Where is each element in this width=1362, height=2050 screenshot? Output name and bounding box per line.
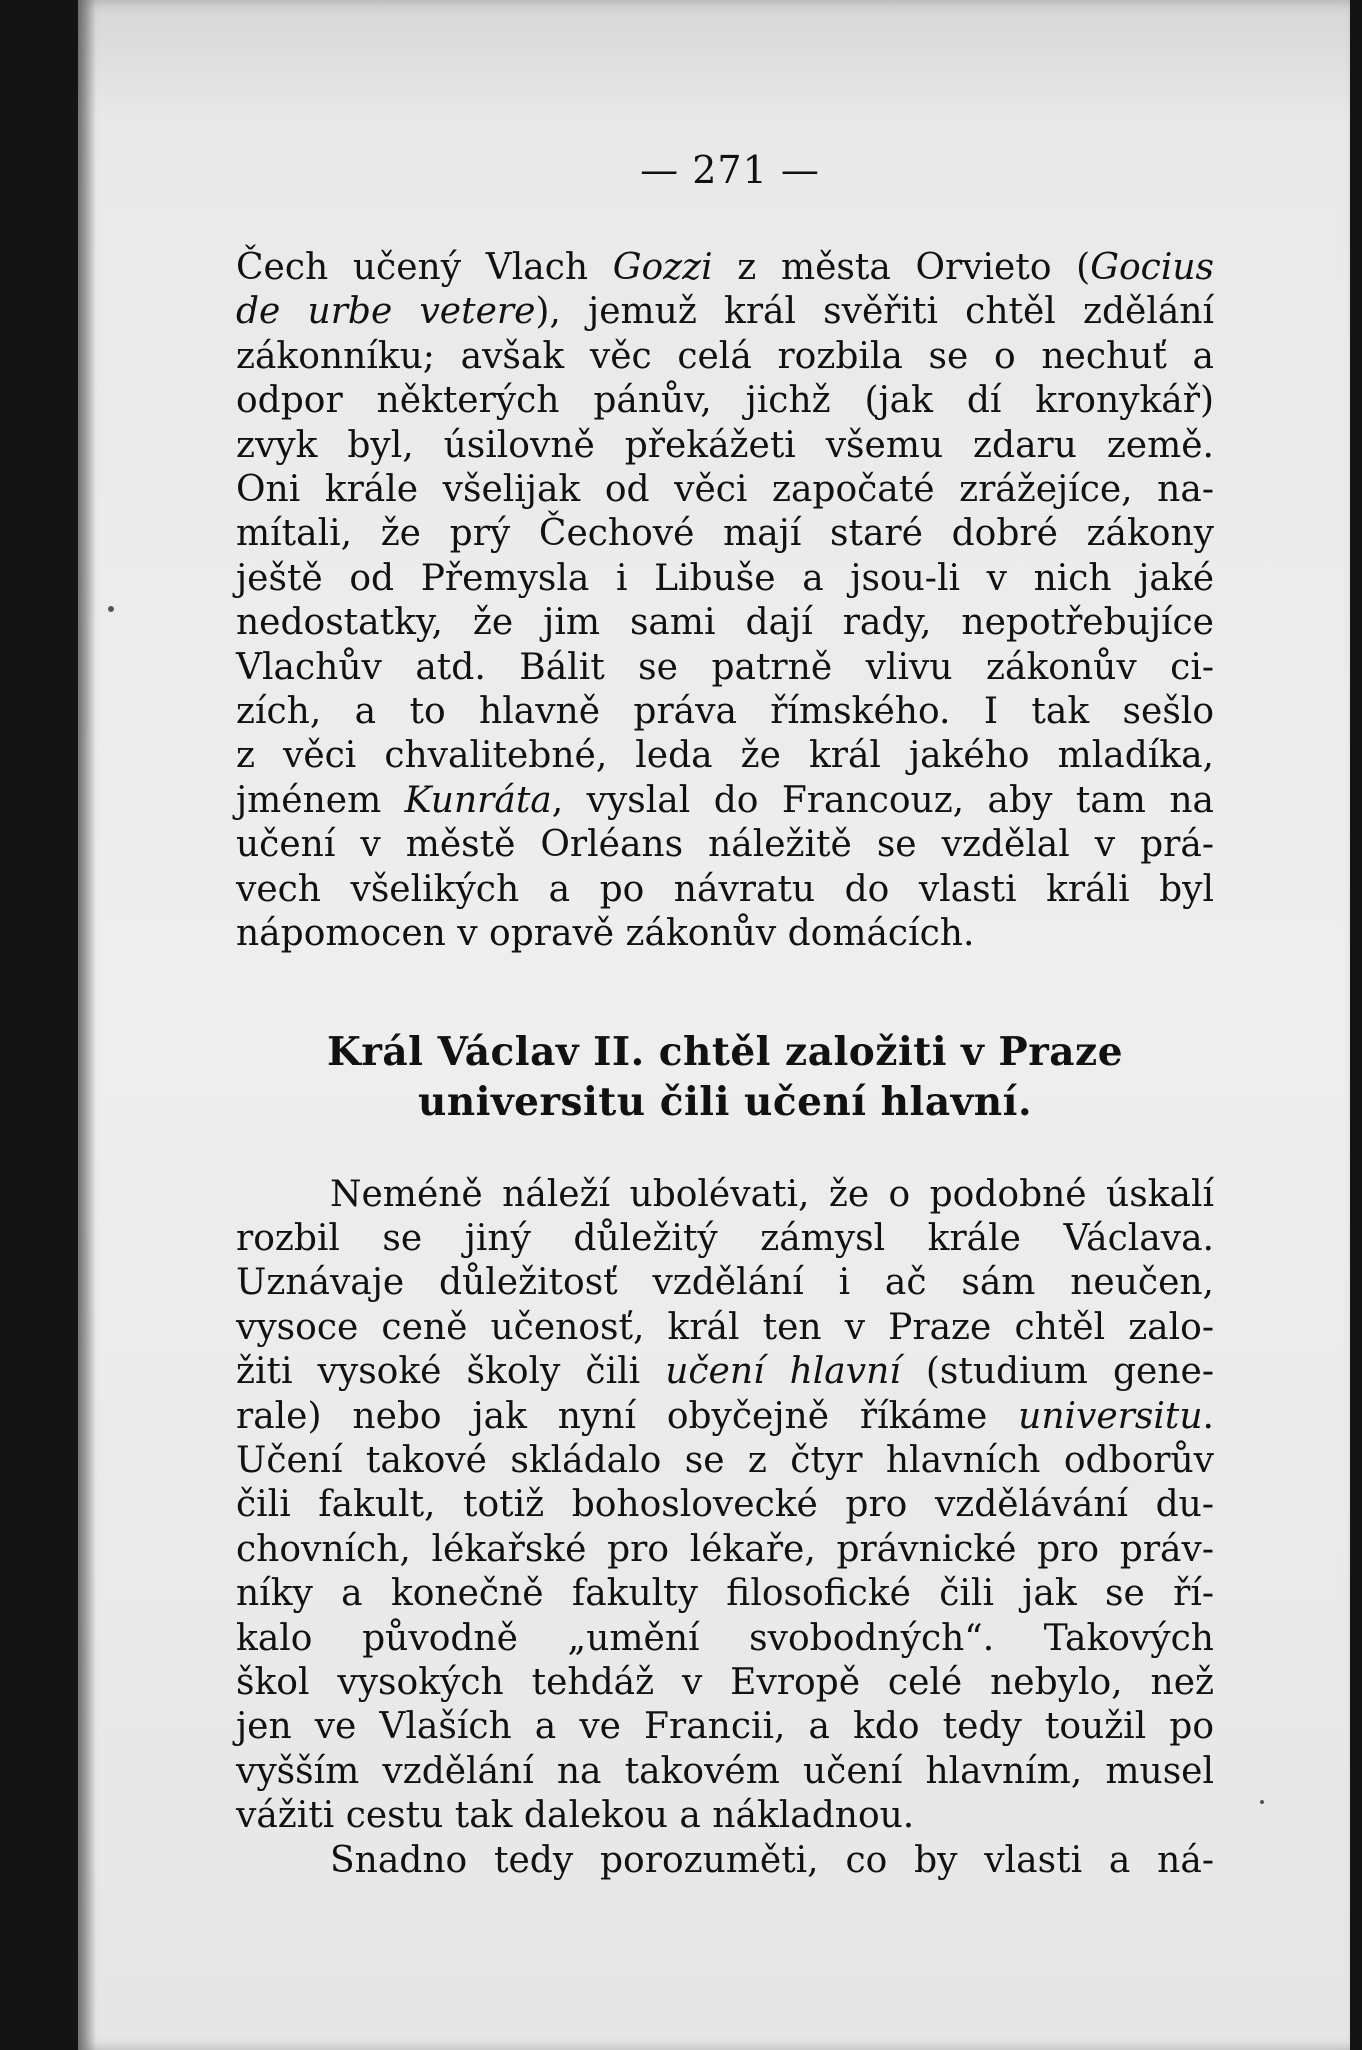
text-line: níky a konečně fakulty filosofické čili jak se ří- <box>236 1573 1214 1615</box>
text-line: rale) nebo jak nyní obyčejně říkáme universitu. <box>236 1395 1214 1437</box>
text-line: Učení takové skládalo se z čtyr hlavních odborův <box>236 1439 1214 1481</box>
text-line: z věci chvalitebné, leda že král jakého mladíka, <box>236 735 1214 777</box>
text-line: žiti vysoké školy čili učení hlavní (studium gene- <box>236 1351 1214 1393</box>
text-line: Uznávaje důležitosť vzdělání i ač sám neučen, <box>236 1262 1214 1304</box>
text-line: čili fakult, totiž bohoslovecké pro vzdělávání du- <box>236 1484 1214 1526</box>
text-line: zích, a to hlavně práva římského. I tak sešlo <box>236 691 1214 733</box>
heading-line-1: Král Václav II. chtěl založiti v Praze <box>326 1028 1124 1075</box>
book-page <box>78 0 1350 2050</box>
text-line: Neméně náleží ubolévati, že o podobné úskalí <box>330 1173 1214 1215</box>
text-line: ještě od Přemysla i Libuše a jsou-li v nich jaké <box>236 557 1214 599</box>
text-line: odpor některých pánův, jichž (jak dí kronykář) <box>236 380 1214 422</box>
text-line: rozbil se jiný důležitý zámysl krále Václava. <box>236 1217 1214 1259</box>
text-line: škol vysokých tehdáž v Evropě celé nebylo, než <box>236 1661 1214 1703</box>
text-line: Čech učený Vlach Gozzi z města Orvieto (Gocius <box>236 247 1214 288</box>
text-line: zvyk byl, úsilovně překážeti všemu zdaru země. <box>236 424 1214 466</box>
text-line: Oni krále všelijak od věci započaté zrážejíce, na- <box>236 469 1214 511</box>
text-line: mítali, že prý Čechové mají staré dobré zákony <box>236 513 1214 555</box>
italic-phrase: Gozzi <box>612 247 713 288</box>
text-line: vech všelikých a po návratu do vlasti králi byl <box>236 868 1214 910</box>
text-line: jen ve Vlaších a ve Francii, a kdo tedy toužil po <box>236 1706 1214 1748</box>
italic-phrase: Kunráta <box>404 779 552 821</box>
text-line: vážiti cestu tak dalekou a nákladnou. <box>236 1795 915 1837</box>
text-line: zákonníku; avšak věc celá rozbila se o nechuť a <box>236 335 1214 377</box>
page-number: — 271 — <box>640 148 820 192</box>
text-line: jménem Kunráta, vyslal do Francouz, aby tam na <box>236 779 1214 821</box>
paragraph-2 <box>236 1173 1214 1839</box>
italic-phrase: de urbe vetere <box>236 291 536 333</box>
paragraph-3 <box>236 1839 1214 1883</box>
print-speck <box>108 606 114 612</box>
text-line: de urbe vetere), jemuž král svěřiti chtěl zdělání <box>236 291 1214 333</box>
italic-phrase: Gocius <box>1090 247 1214 288</box>
italic-phrase: učení hlavní <box>665 1351 901 1393</box>
paragraph-1 <box>236 246 1214 957</box>
text-line: vysoce ceně učenosť, král ten v Praze chtěl zalo- <box>236 1306 1214 1348</box>
text-line: nápomocen v opravě zákonův domácích. <box>236 913 975 955</box>
text-line: Snadno tedy porozuměti, co by vlasti a ná- <box>330 1839 1214 1881</box>
text-line: učení v městě Orléans náležitě se vzdělal v prá- <box>236 824 1214 866</box>
text-line: vyšším vzdělání na takovém učení hlavním, musel <box>236 1750 1214 1792</box>
page-text-block <box>236 140 1214 1883</box>
section-heading <box>236 1027 1214 1127</box>
heading-line-2: universitu čili učení hlavní. <box>417 1078 1033 1125</box>
page-gutter-shadow <box>78 0 96 2050</box>
print-speck <box>1260 1800 1264 1804</box>
text-line: Vlachův atd. Bálit se patrně vlivu zákonův ci- <box>236 646 1214 688</box>
text-line: nedostatky, že jim sami dají rady, nepotřebujíce <box>236 602 1214 644</box>
italic-phrase: universitu <box>1018 1395 1203 1437</box>
text-line: chovních, lékařské pro lékaře, právnické pro práv- <box>236 1528 1214 1570</box>
text-line: kalo původně „umění svobodných“. Takových <box>236 1617 1214 1659</box>
